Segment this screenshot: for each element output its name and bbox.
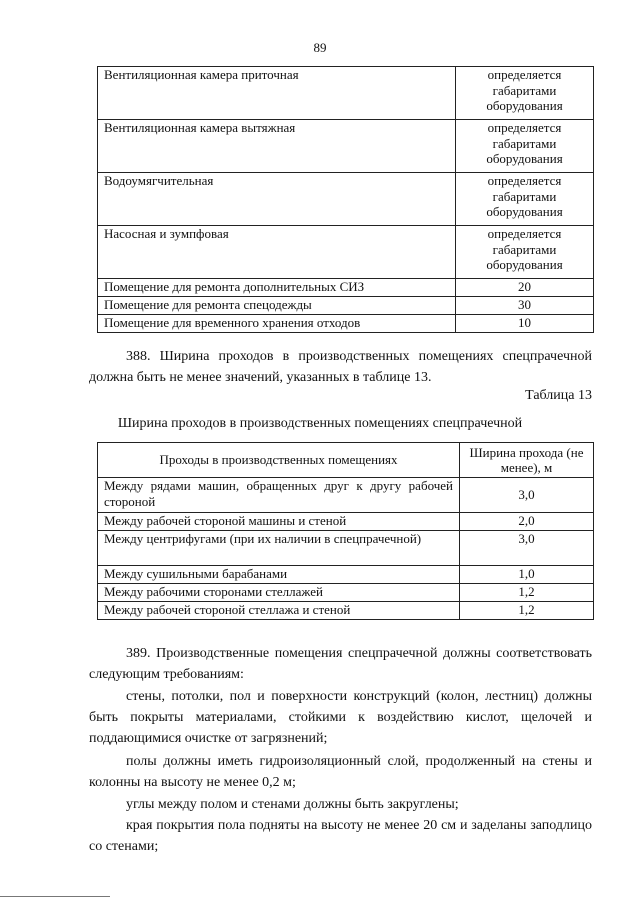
aisle-width-table (97, 442, 594, 620)
table-row (98, 279, 594, 297)
paragraph-388: 388. Ширина проходов в производственных помещениях спецпрачечной должна быть не менее значений, указанных в таблице 13. (89, 349, 592, 385)
table-row (98, 315, 594, 333)
room-name: Помещение для временного хранения отходов (98, 315, 456, 333)
table-row (98, 297, 594, 315)
table-row (98, 566, 594, 584)
room-size: 20 (456, 279, 594, 297)
room-name: Вентиляционная камера приточная (98, 67, 456, 120)
footer-divider (0, 896, 110, 897)
passage-width: 3,0 (460, 478, 594, 513)
passage-name: Между рабочей стороной машины и стеной (98, 513, 460, 531)
passage-name: Между сушильными барабанами (98, 566, 460, 584)
rooms-table (97, 66, 594, 333)
room-name: Помещение для ремонта спецодежды (98, 297, 456, 315)
paragraph-389: 389. Производственные помещения спецпрачечной должны соответствовать следующим требованиям: (89, 646, 592, 682)
room-size: определяется габаритами оборудования (456, 120, 594, 173)
table-row (98, 602, 594, 620)
room-size: определяется габаритами оборудования (456, 173, 594, 226)
passage-name: Между рабочими сторонами стеллажей (98, 584, 460, 602)
table-row (98, 513, 594, 531)
table-row (98, 67, 594, 120)
passage-name: Между рядами машин, обращенных друг к другу рабочей стороной (98, 478, 460, 513)
requirement-item: углы между полом и стенами должны быть закруглены; (126, 797, 459, 812)
header-width: Ширина прохода (не менее), м (460, 443, 594, 478)
table-row (98, 120, 594, 173)
passage-width: 1,2 (460, 584, 594, 602)
passage-name: Между центрифугами (при их наличии в спецпрачечной) (98, 531, 460, 566)
room-size: 10 (456, 315, 594, 333)
table-row (98, 226, 594, 279)
table-row (98, 173, 594, 226)
passage-width: 1,0 (460, 566, 594, 584)
room-name: Вентиляционная камера вытяжная (98, 120, 456, 173)
table-row (98, 584, 594, 602)
table-row (98, 478, 594, 513)
requirement-item: стены, потолки, пол и поверхности конструкций (колон, лестниц) должны быть покрыты материалами, стойкими к воздействию кислот, щелочей и поддающимися очистке от загрязнений; (89, 689, 592, 746)
room-name: Помещение для ремонта дополнительных СИЗ (98, 279, 456, 297)
table-caption: Ширина проходов в производственных помещениях спецпрачечной (117, 416, 523, 431)
passage-width: 3,0 (460, 531, 594, 566)
passage-width: 2,0 (460, 513, 594, 531)
passage-width: 1,2 (460, 602, 594, 620)
table-label: Таблица 13 (525, 388, 592, 403)
room-size: 30 (456, 297, 594, 315)
page-number: 89 (313, 40, 327, 55)
header-passages: Проходы в производственных помещениях (98, 443, 460, 478)
table-header-row (98, 443, 594, 478)
requirement-item: полы должны иметь гидроизоляционный слой, продолженный на стены и колонны на высоту не менее 0,2 м; (89, 754, 592, 790)
passage-name: Между рабочей стороной стеллажа и стеной (98, 602, 460, 620)
room-size: определяется габаритами оборудования (456, 67, 594, 120)
room-size: определяется габаритами оборудования (456, 226, 594, 279)
requirement-item: края покрытия пола подняты на высоту не менее 20 см и заделаны заподлицо со стенами; (89, 818, 592, 854)
table-row (98, 531, 594, 566)
room-name: Водоумягчительная (98, 173, 456, 226)
room-name: Насосная и зумпфовая (98, 226, 456, 279)
